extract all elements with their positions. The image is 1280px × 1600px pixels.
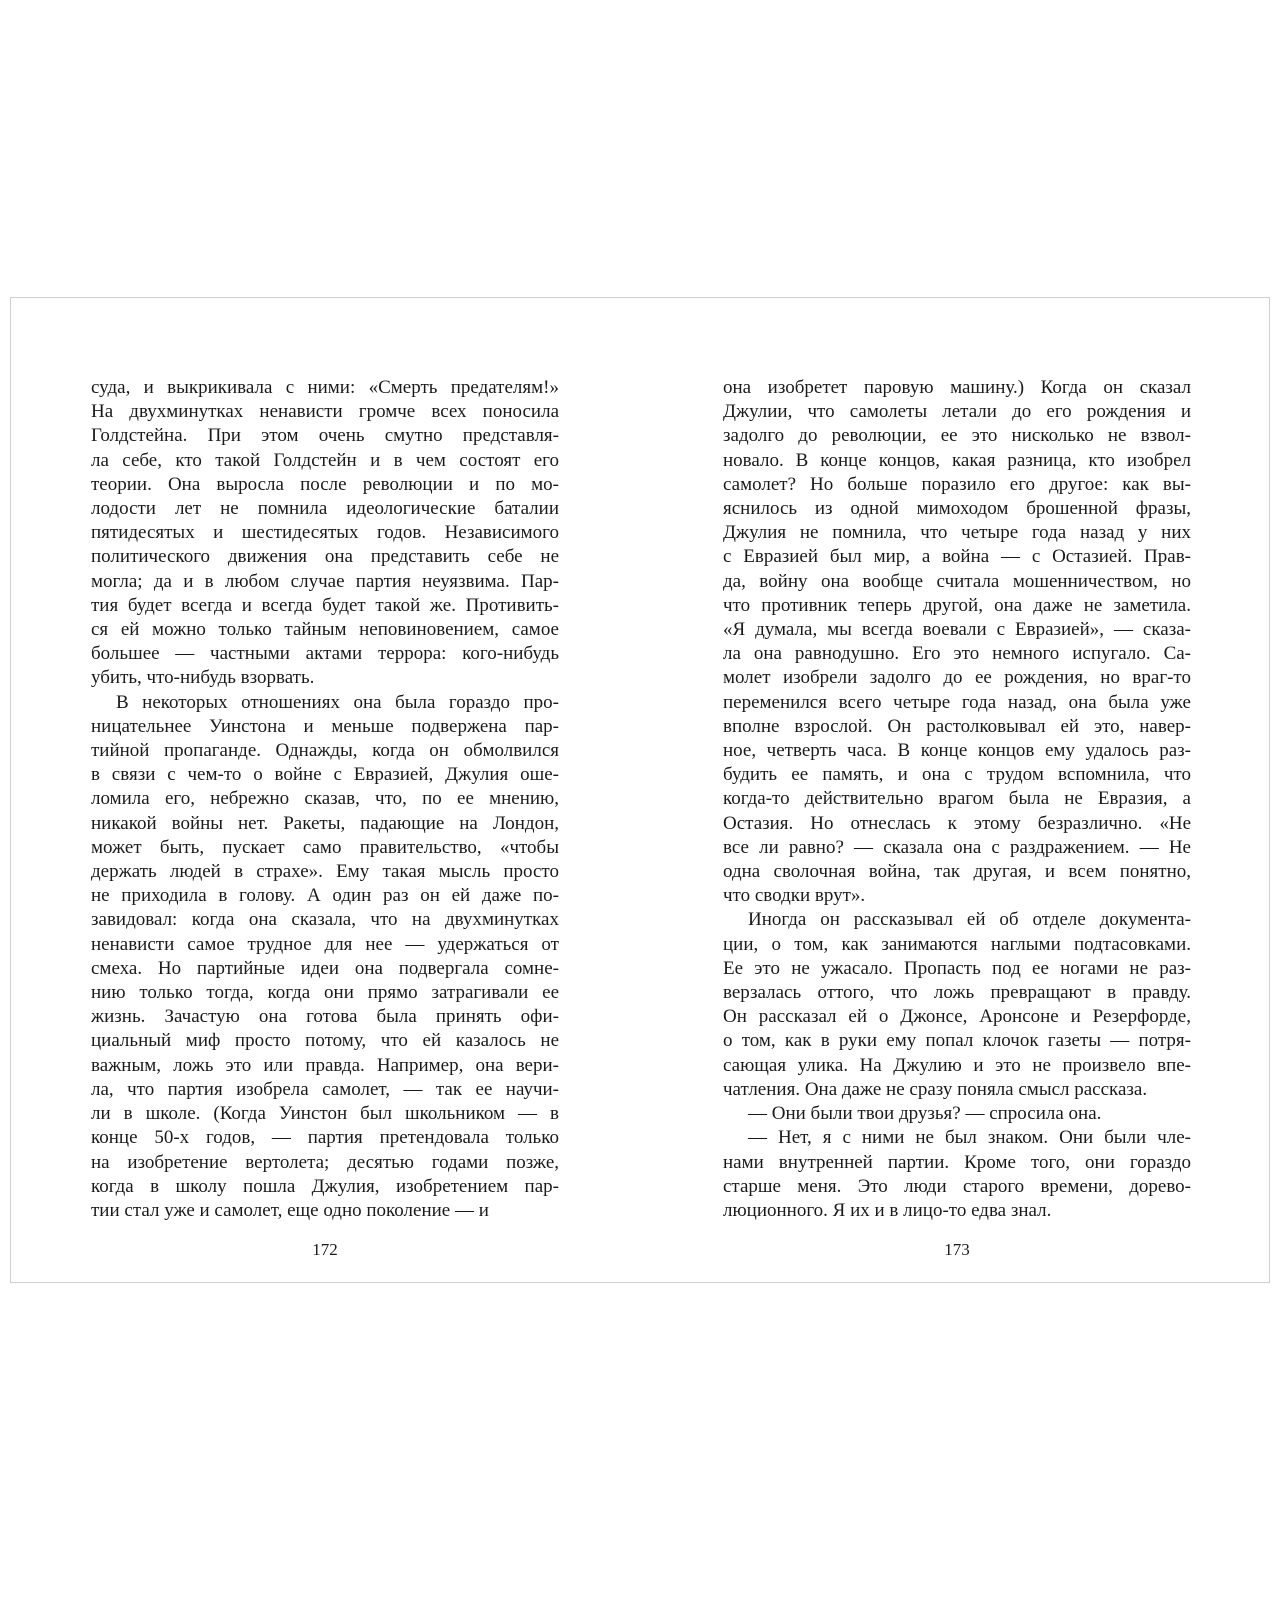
text-line: ся ей можно только тайным неповиновением, самое [91, 619, 559, 641]
text-line: старше меня. Это люди старого времени, дорево- [723, 1175, 1191, 1197]
text-line: ницательнее Уинстона и меньше подвержена пар- [91, 715, 559, 737]
text-line: с Евразией был мир, а война — с Остазией. Прав- [723, 546, 1191, 568]
text-line: нами внутренней партии. Кроме того, они гораздо [723, 1151, 1191, 1173]
text-line: ломила его, небрежно сказав, что, по ее мнению, [91, 788, 559, 810]
text-line: может быть, пускает само правительство, «чтобы [91, 836, 559, 858]
text-line: когда-то действительно врагом была не Евразия, а [723, 788, 1191, 810]
text-line: могла; да и в любом случае партия неуязвима. Пар- [91, 570, 559, 592]
text-line: ла, что партия изобрела самолет, — так ее научи- [91, 1078, 559, 1100]
text-line: ла она равнодушно. Его это немного испугало. Са- [723, 643, 1191, 665]
text-line: никакой войны нет. Ракеты, падающие на Лондон, [91, 812, 559, 834]
text-line: вполне взрослой. Он растолковывал ей это, навер- [723, 715, 1191, 737]
text-line: «Я думала, мы всегда воевали с Евразией», — сказа- [723, 619, 1191, 641]
text-line: суда, и выкрикивала с ними: «Смерть предателям!» [91, 377, 559, 398]
text-line: Ее это не ужасало. Пропасть под ее ногами не раз- [723, 957, 1191, 979]
text-line: конце 50-х годов, — партия претендовала только [91, 1127, 559, 1149]
text-line: лодости лет не помнила идеологические баталии [91, 498, 559, 520]
text-line: В некоторых отношениях она была гораздо про- [116, 691, 559, 713]
text-line: люционного. Я их и в лицо-то едва знал. [723, 1199, 1052, 1221]
text-line: новало. В конце концов, какая разница, кто изобрел [723, 449, 1191, 471]
text-line: на изобретение вертолета; десятью годами позже, [91, 1151, 559, 1173]
text-line: что противник теперь другой, она даже не заметила. [723, 594, 1191, 616]
text-line: циальный миф просто потому, что ей казалось не [91, 1030, 559, 1052]
text-line: когда в школу пошла Джулия, изобретением пар- [91, 1175, 559, 1197]
text-line: Джулии, что самолеты летали до его рождения и [723, 401, 1191, 423]
text-line: ции, о том, как занимаются наглыми подтасовками. [723, 933, 1191, 955]
text-line: молет изобрели задолго до ее рождения, но враг-то [723, 667, 1191, 689]
text-line: задолго до революции, ее это нисколько не взвол- [723, 425, 1191, 447]
text-line: ненависти самое трудное для нее — удержаться от [91, 933, 559, 955]
text-line: Джулия не помнила, что четыре года назад у них [723, 522, 1191, 544]
text-line: о том, как в руки ему попал клочок газеты — потря- [723, 1030, 1191, 1052]
page-number-right: 173 [944, 1240, 970, 1259]
page-number-left: 172 [312, 1240, 338, 1259]
text-line: да, войну она вообще считала мошенничеством, но [723, 570, 1191, 592]
text-line: политического движения она представить себе не [91, 546, 559, 568]
text-line: жизнь. Зачастую она готова была принять офи- [91, 1006, 559, 1028]
text-line: она изобретет паровую машину.) Когда он сказал [723, 377, 1191, 398]
text-line: тия будет всегда и всегда будет такой же. Противить- [91, 594, 559, 616]
text-line: тии стал уже и самолет, еще одно поколение — и [91, 1199, 489, 1221]
text-line: чатления. Она даже не сразу поняла смысл рассказа. [723, 1078, 1148, 1100]
text-line: держать людей в страхе». Ему такая мысль просто [91, 861, 559, 883]
text-line: ла себе, кто такой Голдстейн и в чем состоят его [91, 449, 559, 471]
text-line: верзалась оттого, что ложь превращают в правду. [723, 982, 1191, 1004]
text-line: Иногда он рассказывал ей об отделе документа- [748, 909, 1191, 931]
text-line: одна сволочная война, так другая, и всем понятно, [723, 861, 1191, 883]
text-line: — Нет, я с ними не был знаком. Они были чле- [748, 1127, 1191, 1149]
text-line: самолет? Но больше поразило его другое: как вы- [723, 473, 1191, 495]
text-line: завидовал: когда она сказала, что на двухминутках [91, 909, 559, 931]
text-line: теории. Она выросла после революции и по мо- [91, 473, 559, 495]
text-line: не приходила в голову. А один раз он ей даже по- [91, 885, 559, 907]
text-line: большее — частными актами террора: кого-нибудь [91, 643, 559, 665]
text-line: яснилось из одной мимоходом брошенной фразы, [723, 498, 1191, 520]
right-page-text [723, 376, 1191, 1223]
text-line: сающая улика. На Джулию и это не произвело впе- [723, 1054, 1191, 1076]
text-line: что сводки врут». [723, 885, 866, 907]
text-line: Голдстейна. При этом очень смутно представля- [91, 425, 559, 447]
text-line: тийной пропаганде. Однажды, когда он обмолвился [91, 740, 559, 762]
text-line: — Они были твои друзья? — спросила она. [748, 1103, 1102, 1125]
text-line: убить, что-нибудь взорвать. [91, 667, 315, 689]
text-line: будить ее память, и она с трудом вспомнила, что [723, 764, 1191, 786]
text-line: Он рассказал ей о Джонсе, Аронсоне и Резерфорде, [723, 1006, 1191, 1028]
text-line: ли в школе. (Когда Уинстон был школьником — в [91, 1103, 559, 1125]
left-page-text [91, 376, 559, 1223]
text-line: важным, ложь это или правда. Например, она вери- [91, 1054, 559, 1076]
text-line: Остазия. Но отнеслась к этому безразлично. «Не [723, 812, 1191, 834]
text-line: На двухминутках ненависти громче всех поносила [91, 401, 559, 423]
text-line: в связи с чем-то о войне с Евразией, Джулия оше- [91, 764, 559, 786]
text-line: пятидесятых и шестидесятых годов. Независимого [91, 522, 559, 544]
text-line: переменился всего четыре года назад, она была уже [723, 691, 1191, 713]
text-line: смеха. Но партийные идеи она подвергала сомне- [91, 957, 559, 979]
book-spread [10, 297, 1270, 1283]
text-line: все ли равно? — сказала она с раздражением. — Не [723, 836, 1191, 858]
text-line: ное, четверть часа. В конце концов ему удалось раз- [723, 740, 1191, 762]
text-line: нию только тогда, когда они прямо затрагивали ее [91, 982, 559, 1004]
